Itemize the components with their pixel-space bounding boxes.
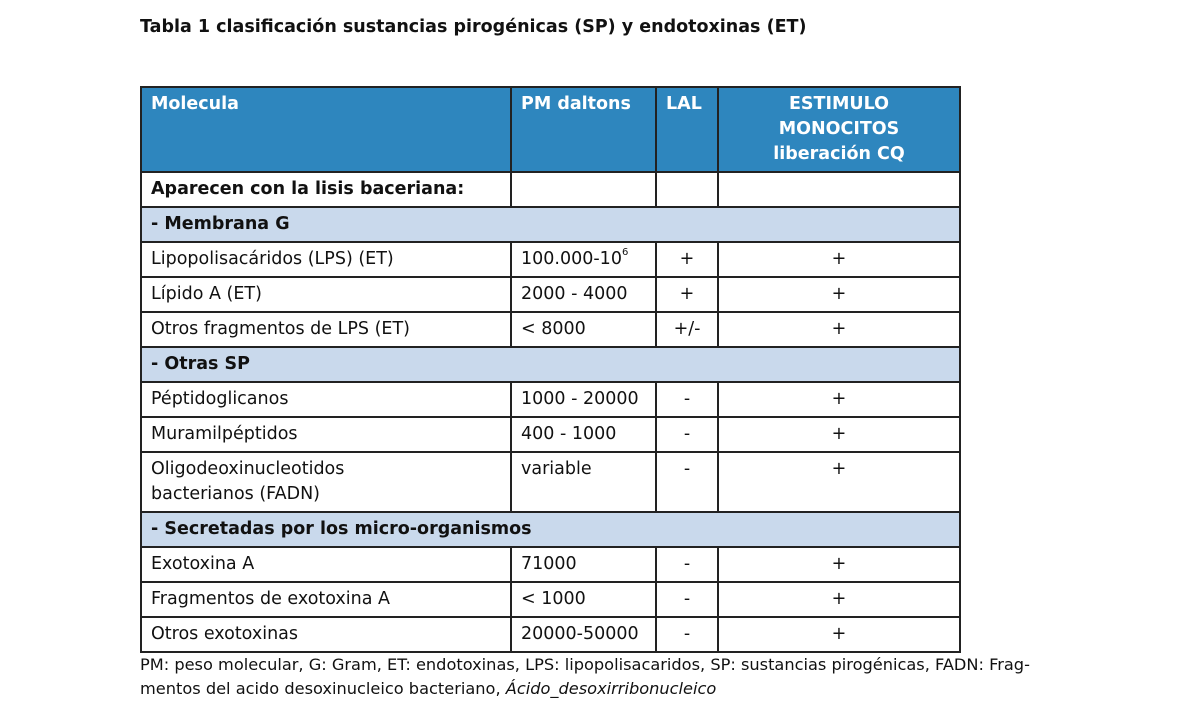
row-pm-base: 100.000-10: [521, 249, 622, 269]
row-pm: < 1000: [511, 582, 656, 617]
footnote-line2-italic: Ácido_desoxirribonucleico: [505, 679, 717, 698]
row-estimulo: +: [718, 312, 960, 347]
section-row-otras: [141, 347, 960, 382]
section-membrana-label: - Membrana G: [141, 207, 960, 242]
row-lal: -: [656, 582, 718, 617]
row-name-line2: bacterianos (FADN): [151, 484, 320, 504]
row-lal: -: [656, 452, 718, 512]
table-row: [141, 417, 960, 452]
row-estimulo: +: [718, 452, 960, 512]
footnote: [140, 653, 1040, 701]
row-name: Otros exotoxinas: [141, 617, 511, 652]
footnote-line1: PM: peso molecular, G: Gram, ET: endotoxinas, LPS: lipopolisacaridos, SP: sustancias pirogénicas, FADN: Frag-: [140, 655, 1030, 674]
row-estimulo: +: [718, 382, 960, 417]
intro-label: Aparecen con la lisis baceriana:: [141, 172, 511, 207]
row-lal: +/-: [656, 312, 718, 347]
header-lal: LAL: [656, 87, 718, 172]
intro-empty-estimulo: [718, 172, 960, 207]
row-name: Lipopolisacáridos (LPS) (ET): [141, 242, 511, 277]
row-lal: -: [656, 417, 718, 452]
row-lal: -: [656, 382, 718, 417]
table-title: Tabla 1 clasificación sustancias pirogénicas (SP) y endotoxinas (ET): [140, 17, 807, 37]
table-row-intro: [141, 172, 960, 207]
footnote-line2: mentos del acido desoxinucleico bacteriano,: [140, 679, 506, 698]
row-name: Exotoxina A: [141, 547, 511, 582]
row-name: Lípido A (ET): [141, 277, 511, 312]
header-estimulo-monocitos: [718, 87, 960, 172]
header-molecula: Molecula: [141, 87, 511, 172]
intro-empty-lal: [656, 172, 718, 207]
section-otras-label: - Otras SP: [141, 347, 960, 382]
table-row: [141, 382, 960, 417]
table-row: [141, 452, 960, 512]
row-pm-exponent: 6: [621, 247, 629, 259]
intro-empty-pm: [511, 172, 656, 207]
row-pm: variable: [511, 452, 656, 512]
row-name: Otros fragmentos de LPS (ET): [141, 312, 511, 347]
row-lal: -: [656, 617, 718, 652]
header-estimulo-line2: liberación CQ: [773, 144, 905, 164]
row-name: Péptidoglicanos: [141, 382, 511, 417]
table-row: [141, 617, 960, 652]
table-header-row: [141, 87, 960, 172]
header-pm-daltons: PM daltons: [511, 87, 656, 172]
row-name: [141, 452, 511, 512]
row-name-line1: Oligodeoxinucleotidos: [151, 459, 345, 479]
table-row: [141, 277, 960, 312]
row-lal: -: [656, 547, 718, 582]
table-row: [141, 582, 960, 617]
section-row-secretadas: [141, 512, 960, 547]
row-estimulo: +: [718, 277, 960, 312]
row-lal: +: [656, 277, 718, 312]
header-estimulo-line1: ESTIMULO MONOCITOS: [778, 94, 900, 139]
table-row: [141, 547, 960, 582]
row-pm: < 8000: [511, 312, 656, 347]
row-estimulo: +: [718, 417, 960, 452]
row-lal: +: [656, 242, 718, 277]
row-name: Fragmentos de exotoxina A: [141, 582, 511, 617]
row-name: Muramilpéptidos: [141, 417, 511, 452]
row-pm: 20000-50000: [511, 617, 656, 652]
row-estimulo: +: [718, 547, 960, 582]
section-row-membrana: [141, 207, 960, 242]
row-estimulo: +: [718, 617, 960, 652]
pyrogen-classification-table: [140, 86, 961, 653]
section-secretadas-label: - Secretadas por los micro-organismos: [141, 512, 960, 547]
row-estimulo: +: [718, 242, 960, 277]
row-pm: [511, 242, 656, 277]
row-pm: 1000 - 20000: [511, 382, 656, 417]
row-estimulo: +: [718, 582, 960, 617]
row-pm: 2000 - 4000: [511, 277, 656, 312]
row-pm: 400 - 1000: [511, 417, 656, 452]
table-row: [141, 242, 960, 277]
row-pm: 71000: [511, 547, 656, 582]
table-row: [141, 312, 960, 347]
